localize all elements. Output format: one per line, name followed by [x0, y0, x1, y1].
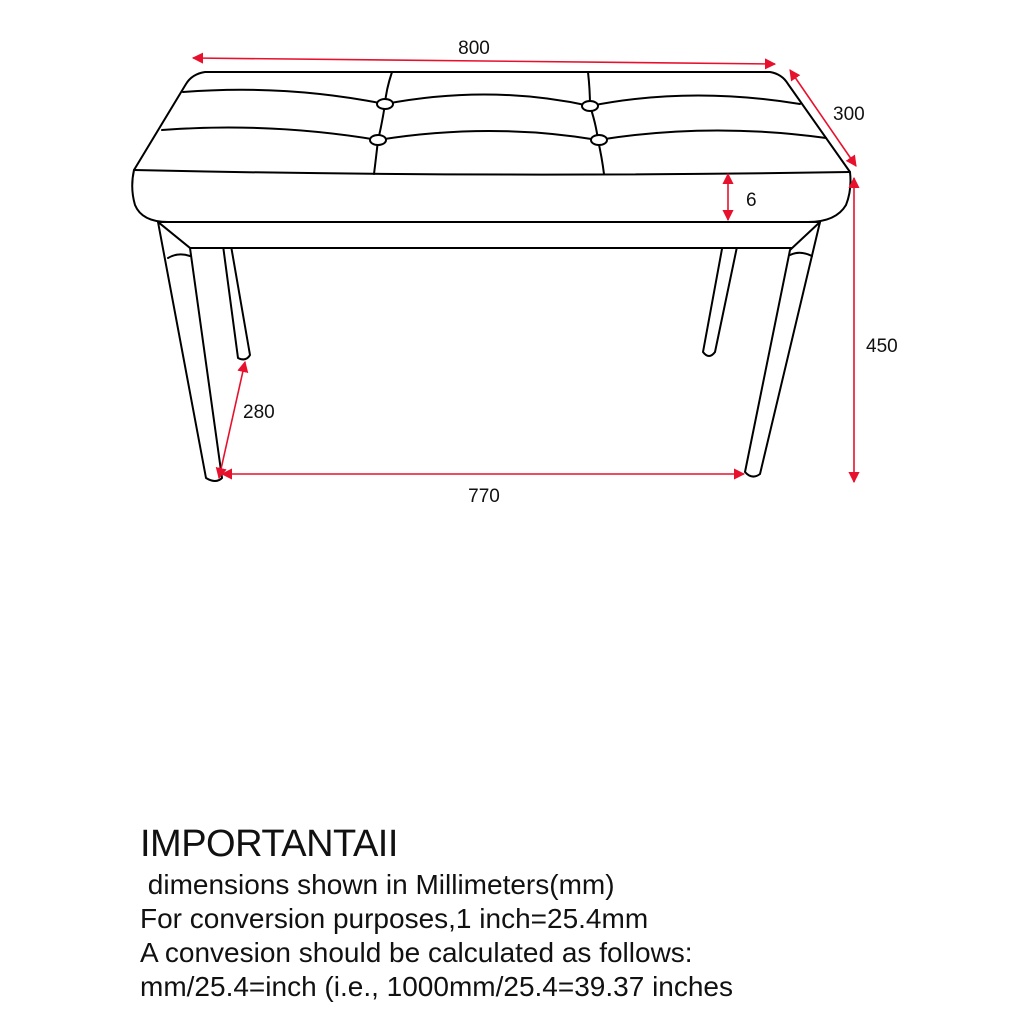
thickness-label: 6: [746, 190, 757, 211]
tuft-button: [377, 99, 393, 109]
note-line-formula: mm/25.4=inch (i.e., 1000mm/25.4=39.37 inches: [140, 971, 734, 1002]
back-right-leg: [703, 238, 738, 356]
leg-depth-dimension-line: [219, 362, 245, 478]
back-left-leg: [222, 238, 250, 359]
tuft-button: [591, 135, 607, 145]
depth-label: 300: [833, 104, 865, 125]
bench-illustration: [132, 72, 850, 481]
tuft-button: [582, 101, 598, 111]
note-line-conversion: For conversion purposes,1 inch=25.4mm: [140, 903, 649, 934]
seat-apron: [158, 222, 820, 248]
front-left-leg: [158, 222, 222, 481]
note-line-units: dimensions shown in Millimeters(mm): [140, 869, 615, 900]
important-notes: [140, 820, 1010, 1004]
tuft-button: [370, 135, 386, 145]
note-line-formula-intro: A convesion should be calculated as follows:: [140, 937, 693, 968]
leg-span-label: 770: [468, 486, 500, 507]
leg-depth-label: 280: [243, 402, 275, 423]
height-label: 450: [866, 336, 898, 357]
front-right-leg: [745, 222, 820, 477]
notes-title: IMPORTANTAII: [140, 823, 398, 865]
width-label: 800: [458, 38, 490, 59]
